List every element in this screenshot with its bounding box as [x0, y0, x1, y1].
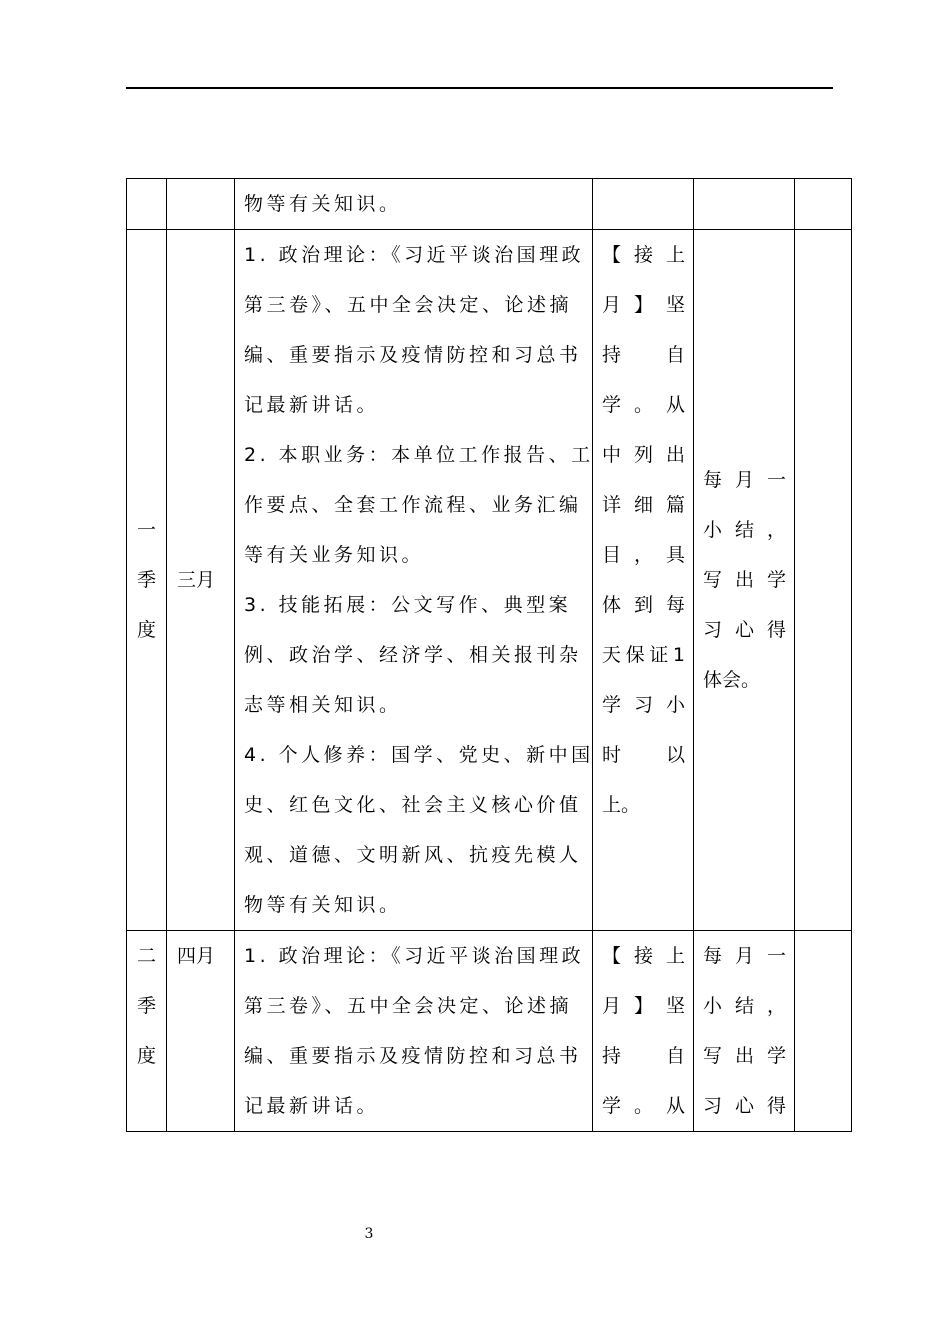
- summary-line: 小结，: [703, 519, 786, 541]
- table-row: [127, 931, 852, 1132]
- method-line: 详细篇: [602, 494, 685, 516]
- content-cell: [235, 179, 593, 230]
- summary-cell: [694, 230, 795, 931]
- month-label: 四月: [177, 945, 216, 967]
- content-line: 记最新讲话。: [244, 1095, 380, 1117]
- method-line: 时 以: [602, 744, 685, 766]
- quarter-char: 度: [136, 1045, 156, 1067]
- notes-cell: [795, 230, 852, 931]
- summary-line: 写出学: [703, 1045, 786, 1067]
- method-line: 持 自: [602, 1045, 685, 1067]
- content-line: 物等有关知识。: [244, 193, 402, 215]
- quarter-char: 季: [136, 995, 156, 1017]
- content-line: 1. 政治理论：《习近平谈治国理政: [244, 945, 585, 967]
- content-line: 史、红色文化、社会主义核心价值: [244, 794, 582, 816]
- content-line: 第三卷》、五中全会决定、论述摘: [244, 995, 573, 1017]
- quarter-char: 度: [136, 619, 156, 641]
- method-line: 学。从: [602, 1095, 685, 1117]
- content-line: 编、重要指示及疫情防控和习总书: [244, 1045, 582, 1067]
- quarter-cell: [127, 230, 167, 931]
- content-cell: [235, 230, 593, 931]
- month-label: 三月: [177, 569, 216, 591]
- summary-line: 体会。: [703, 669, 761, 691]
- summary-line: 习心得: [703, 619, 786, 641]
- content-line: 1. 政治理论：《习近平谈治国理政: [244, 244, 585, 266]
- content-line: 等有关业务知识。: [244, 544, 425, 566]
- notes-cell: [795, 931, 852, 1132]
- method-cell: [593, 230, 694, 931]
- header-rule: [126, 87, 833, 89]
- content-line: 3. 技能拓展：公文写作、典型案: [244, 594, 572, 616]
- method-line: 月】坚: [602, 995, 685, 1017]
- method-line: 上。: [602, 794, 641, 816]
- summary-line: 写出学: [703, 569, 786, 591]
- summary-cell: [694, 931, 795, 1132]
- summary-line: 习心得: [703, 1095, 786, 1117]
- content-line: 4. 个人修养：国学、党史、新中国: [244, 744, 594, 766]
- method-line: 目，具: [602, 544, 685, 566]
- content-line: 2. 本职业务：本单位工作报告、工: [244, 444, 594, 466]
- study-plan-table: [126, 178, 852, 1132]
- summary-line: 小结，: [703, 995, 786, 1017]
- content-cell: [235, 931, 593, 1132]
- quarter-char: 二: [136, 945, 156, 967]
- method-line: 【接上: [602, 945, 685, 967]
- page-number: 3: [364, 1226, 374, 1242]
- content-line: 例、政治学、经济学、相关报刊杂: [244, 644, 582, 666]
- quarter-cell: [127, 931, 167, 1132]
- content-line: 第三卷》、五中全会决定、论述摘: [244, 294, 573, 316]
- summary-cell: [694, 179, 795, 230]
- method-line: 体到每: [602, 594, 685, 616]
- quarter-char: 季: [136, 569, 156, 591]
- month-cell: [167, 230, 235, 931]
- method-line: 持 自: [602, 344, 685, 366]
- table-row: [127, 179, 852, 230]
- content-line: 记最新讲话。: [244, 394, 380, 416]
- content-line: 物等有关知识。: [244, 894, 402, 916]
- method-cell: [593, 931, 694, 1132]
- method-cell: [593, 179, 694, 230]
- quarter-char: 一: [136, 519, 156, 541]
- method-line: 学习小: [602, 694, 685, 716]
- method-line: 学。从: [602, 394, 685, 416]
- content-line: 作要点、全套工作流程、业务汇编: [244, 494, 582, 516]
- summary-line: 每月一: [703, 469, 786, 491]
- month-cell: [167, 931, 235, 1132]
- table-row: [127, 230, 852, 931]
- content-line: 编、重要指示及疫情防控和习总书: [244, 344, 582, 366]
- method-line: 中列出: [602, 444, 685, 466]
- method-line: 天保证1: [602, 644, 685, 666]
- quarter-cell: [127, 179, 167, 230]
- summary-line: 每月一: [703, 945, 786, 967]
- content-line: 观、道德、文明新风、抗疫先模人: [244, 844, 582, 866]
- notes-cell: [795, 179, 852, 230]
- method-line: 【接上: [602, 244, 685, 266]
- month-cell: [167, 179, 235, 230]
- content-line: 志等相关知识。: [244, 694, 402, 716]
- method-line: 月】坚: [602, 294, 685, 316]
